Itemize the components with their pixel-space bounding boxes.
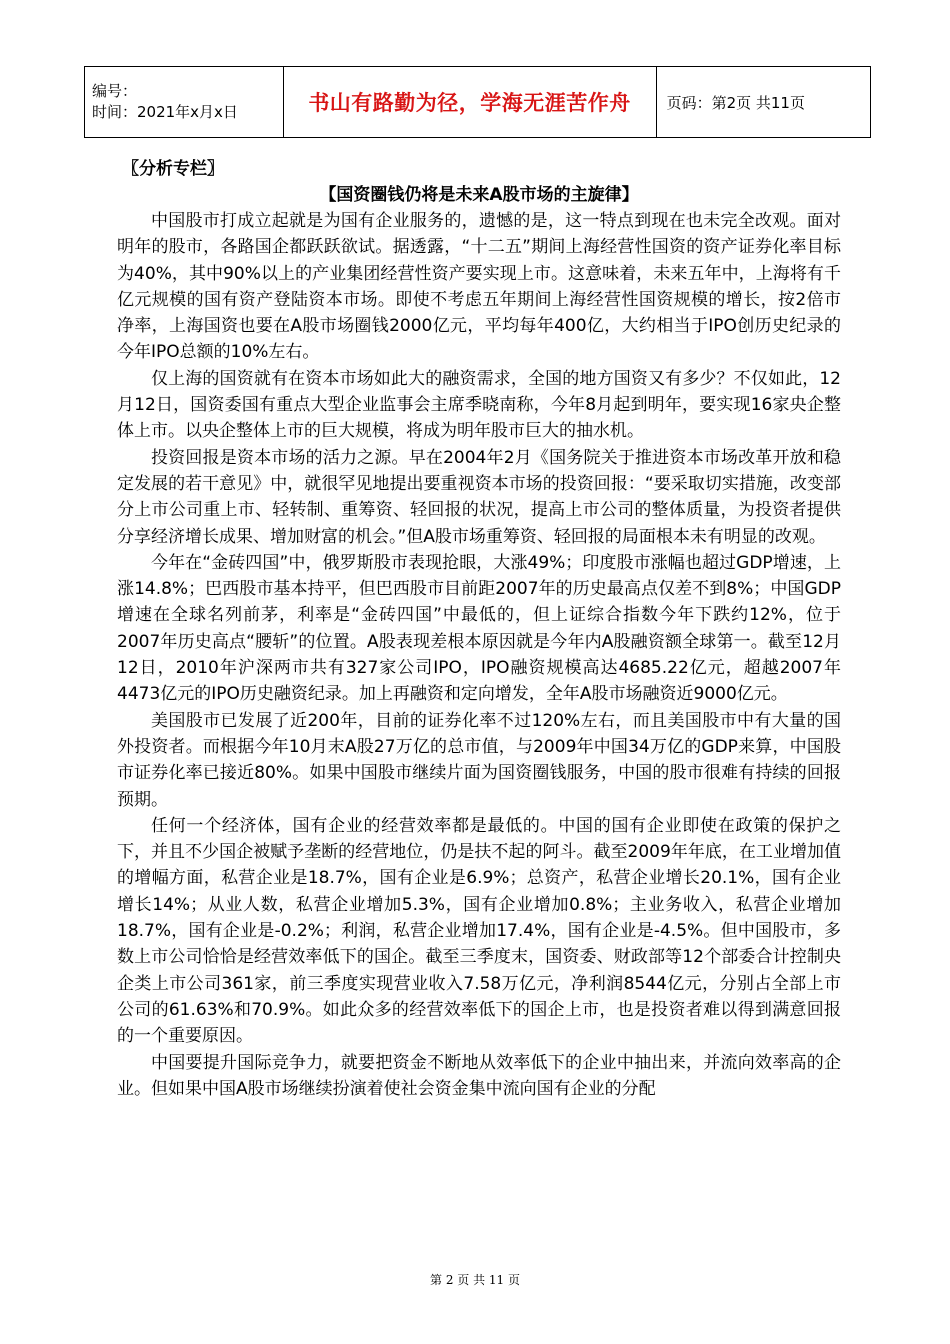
header-page-cell	[656, 67, 870, 138]
page-footer: 第 2 页 共 11 页	[430, 1273, 520, 1287]
header-page-code: 页码：第2页 共11页	[666, 93, 805, 112]
column-title: 〖分析专栏〗	[122, 159, 224, 179]
paragraph: 美国股市已发展了近200年，目前的证券化率不过120%左右，而且美国股市中有大量的国外投资者。而根据今年10月末A股27万亿的总市值，与2009年中国34万亿的GDP来算，中国股市证券化率已接近80%。如果中国股市继续片面为国资圈钱服务，中国的股市很难有持续的回报预期。	[117, 710, 841, 810]
document-date-label: 时间：2021年x月x日	[92, 103, 238, 121]
paragraph: 仅上海的国资就有在资本市场如此大的融资需求，全国的地方国资又有多少？不仅如此，12月12日，国资委国有重点大型企业监事会主席季晓南称，今年8月起到明年，要实现16家央企整体上市。以央企整体上市的巨大规模，将成为明年股市巨大的抽水机。	[117, 368, 841, 442]
article-title: 【国资圈钱仍将是未来A股市场的主旋律】	[319, 185, 639, 205]
paragraph: 中国要提升国际竞争力，就要把资金不断地从效率低下的企业中抽出来，并流向效率高的企业。但如果中国A股市场继续扮演着使社会资金集中流向国有企业的分配	[117, 1052, 841, 1099]
header-motto-cell	[283, 67, 656, 138]
paragraph: 投资回报是资本市场的活力之源。早在2004年2月《国务院关于推进资本市场改革开放和稳定发展的若干意见》中，就很罕见地提出要重视资本市场的投资回报：“要采取切实措施，改变部分上市公司重上市、轻转制、重筹资、轻回报的状况，提高上市公司的整体质量，为投资者提供分享经济增长成果、增加财富的机会。”但A股市场重筹资、轻回报的局面根本未有明显的改观。	[117, 447, 841, 547]
document-body	[117, 156, 841, 1102]
paragraph: 今年在“金砖四国”中，俄罗斯股市表现抢眼，大涨49%；印度股市涨幅也超过GDP增速，上涨14.8%；巴西股市基本持平，但巴西股市目前距2007年的历史最高点仅差不到8%；中国GDP增速在全球名列前茅，利率是“金砖四国”中最低的，但上证综合指数今年下跌约12%，位于2007年历史高点“腰斩”的位置。A股表现差根本原因就是今年内A股融资额全球第一。截至12月12日，2010年沪深两市共有327家公司IPO，IPO融资规模高达4685.22亿元，超越2007年4473亿元的IPO历史融资纪录。加上再融资和定向增发，全年A股市场融资近9000亿元。	[117, 552, 841, 705]
header-motto: 书山有路勤为径，学海无涯苦作舟	[308, 91, 631, 115]
document-header	[84, 66, 871, 138]
paragraph: 中国股市打成立起就是为国有企业服务的，遗憾的是，这一特点到现在也未完全改观。面对明年的股市，各路国企都跃跃欲试。据透露，“十二五”期间上海经营性国资的资产证券化率目标为40%，其中90%以上的产业集团经营性资产要实现上市。这意味着，未来五年中，上海将有千亿元规模的国有资产登陆资本市场。即使不考虑五年期间上海经营性国资规模的增长，按2倍市净率，上海国资也要在A股市场圈钱2000亿元，平均每年400亿，大约相当于IPO创历史纪录的今年IPO总额的10%左右。	[117, 211, 841, 363]
document-number-label: 编号：	[92, 82, 138, 100]
header-meta-cell	[85, 67, 284, 138]
paragraph: 任何一个经济体，国有企业的经营效率都是最低的。中国的国有企业即使在政策的保护之下，并且不少国企被赋予垄断的经营地位，仍是扶不起的阿斗。截至2009年年底，在工业增加值的增幅方面，私营企业是18.7%，国有企业是6.9%；总资产，私营企业增长20.1%，国有企业增长14%；从业人数，私营企业增加5.3%，国有企业增加0.8%；主业务收入，私营企业增加18.7%，国有企业是-0.2%；利润，私营企业增加17.4%，国有企业是-4.5%。但中国股市，多数上市公司恰恰是经营效率低下的国企。截至三季度末，国资委、财政部等12个部委合计控制央企类上市公司361家，前三季度实现营业收入7.58万亿元，净利润8544亿元，分别占全部上市公司的61.63%和70.9%。如此众多的经营效率低下的国企上市，也是投资者难以得到满意回报的一个重要原因。	[117, 815, 841, 1047]
